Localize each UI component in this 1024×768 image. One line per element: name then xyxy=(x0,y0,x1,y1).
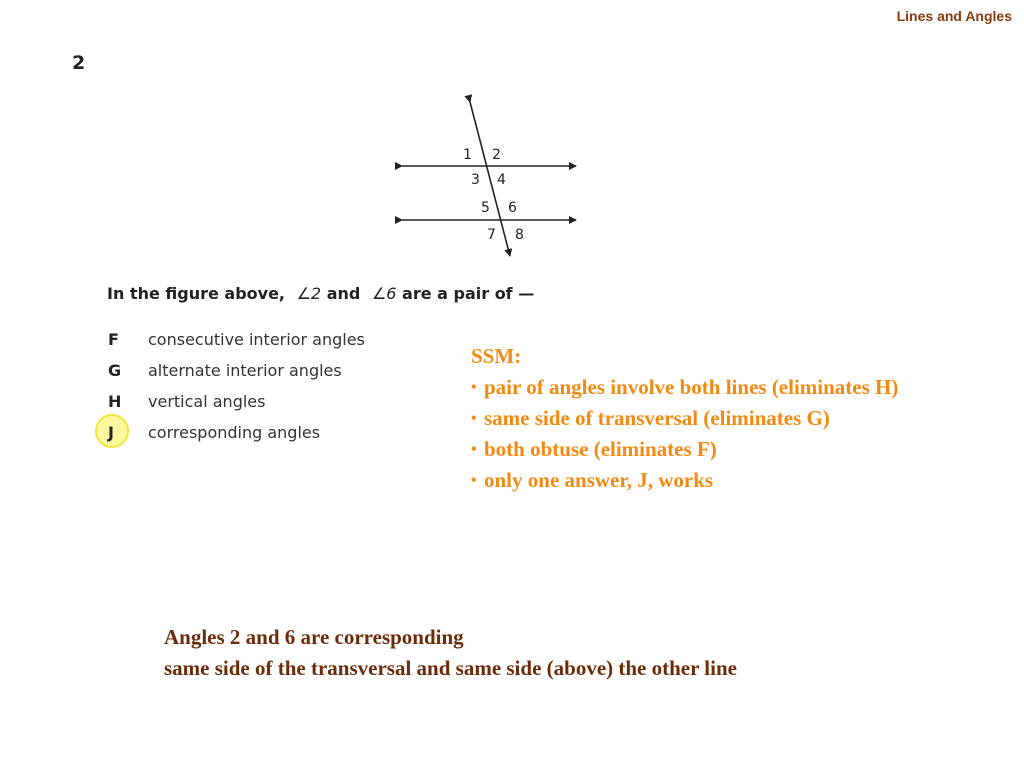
angle-label-2: 2 xyxy=(492,147,501,163)
choice-letter: G xyxy=(108,361,122,380)
angle-label-6: 6 xyxy=(508,200,517,216)
angle-label-3: 3 xyxy=(471,172,480,188)
choice-letter: F xyxy=(108,330,119,349)
parallel-lines-figure xyxy=(380,90,600,270)
ssm-bullet: • pair of angles involve both lines (eliminates H) xyxy=(471,372,898,403)
question-number: 2 xyxy=(72,52,86,74)
stem-suffix: are a pair of — xyxy=(402,284,535,303)
explanation xyxy=(164,622,737,684)
choice-letter: J xyxy=(108,423,114,442)
angle-label-5: 5 xyxy=(481,200,490,216)
ssm-bullet: • both obtuse (eliminates F) xyxy=(471,434,898,465)
choice-text: vertical angles xyxy=(148,392,266,411)
choice-text: consecutive interior angles xyxy=(148,330,365,349)
ssm-bullet: • same side of transversal (eliminates G) xyxy=(471,403,898,434)
angle-label-4: 4 xyxy=(497,172,506,188)
explanation-line-1: Angles 2 and 6 are corresponding xyxy=(164,625,464,649)
choice-text: alternate interior angles xyxy=(148,361,342,380)
angle-2-symbol: ∠2 xyxy=(296,284,322,303)
ssm-title: SSM: xyxy=(471,344,522,368)
angle-label-8: 8 xyxy=(515,227,524,243)
stem-prefix: In the figure above, xyxy=(107,284,285,303)
stem-and: and xyxy=(326,284,361,303)
slide-header-title: Lines and Angles xyxy=(896,8,1012,24)
explanation-line-2: same side of the transversal and same side (above) the other line xyxy=(164,656,737,680)
angle-label-1: 1 xyxy=(463,147,472,163)
choice-letter: H xyxy=(108,392,122,411)
ssm-strategy xyxy=(471,341,898,496)
question-stem xyxy=(107,284,534,303)
ssm-bullet: • only one answer, J, works xyxy=(471,465,898,496)
ssm-bullet-list xyxy=(471,372,898,496)
angle-6-symbol: ∠6 xyxy=(371,284,397,303)
angle-label-7: 7 xyxy=(487,227,496,243)
choice-text: corresponding angles xyxy=(148,423,321,442)
